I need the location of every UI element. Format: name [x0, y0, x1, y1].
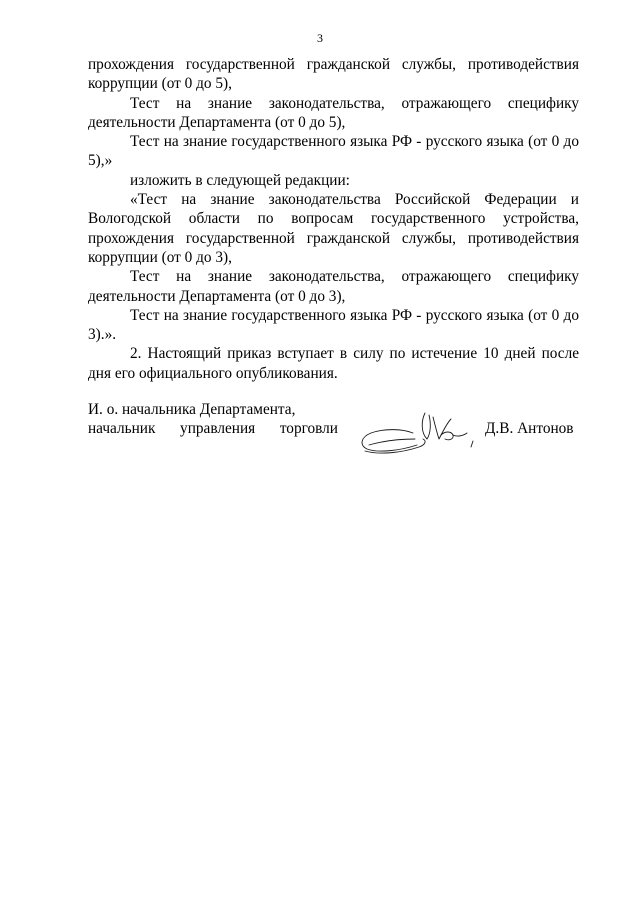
paragraph: изложить в следующей редакции: [130, 171, 350, 189]
signer-name: Д.В. Антонов [485, 420, 574, 437]
paragraph: «Тест на знание законодательства Российской Федерации и Вологодской области по вопросам государственного устройства, прохождения государственной гражданской службы, противодействия коррупции (от 0 до 3), [88, 191, 579, 266]
signer-position-line1: И. о. начальника Департамента, [88, 401, 296, 418]
signer-position-word: начальник [88, 420, 156, 438]
paragraph: 2. Настоящий приказ вступает в силу по истечение 10 дней после дня его официального опубликования. [88, 345, 579, 382]
handwritten-signature [355, 405, 485, 465]
signer-position-word: торговли [279, 420, 338, 438]
signer-position-word: управления [180, 420, 256, 438]
page-number: 3 [317, 31, 323, 45]
paragraph: Тест на знание законодательства, отражающего специфику деятельности Департамента (от 0 до 5), [88, 94, 579, 131]
signer-position-line2 [88, 419, 338, 438]
paragraph: Тест на знание государственного языка РФ - русского языка (от 0 до 3).». [88, 306, 579, 344]
paragraph: Тест на знание законодательства, отражающего специфику деятельности Департамента (от 0 до 3), [88, 268, 579, 305]
paragraph: Тест на знание государственного языка РФ - русского языка (от 0 до 5),» [88, 133, 579, 170]
paragraph: прохождения государственной гражданской службы, противодействия коррупции (от 0 до 5), [88, 56, 579, 93]
document-body [88, 55, 579, 383]
